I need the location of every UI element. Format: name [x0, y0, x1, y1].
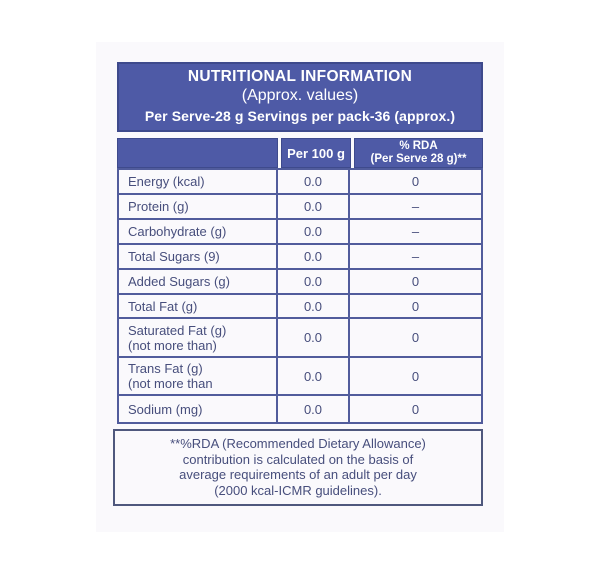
nutrient-name-cell: Total Fat (g)	[119, 295, 278, 319]
footnote-line: contribution is calculated on the basis of	[182, 451, 414, 467]
label-title: NUTRITIONAL INFORMATION	[187, 68, 413, 85]
rda-value-cell: –	[350, 220, 481, 245]
per-100g-value-cell: 0.0	[278, 245, 350, 270]
label-subtitle: (Approx. values)	[241, 87, 359, 104]
footnote-line: **%RDA (Recommended Dietary Allowance)	[170, 436, 426, 451]
per-100g-value-cell: 0.0	[278, 396, 350, 422]
nutrition-table	[117, 168, 483, 424]
rda-value-cell: –	[350, 245, 481, 270]
nutrient-name-cell: Added Sugars (g)	[119, 270, 278, 295]
column-header-rda	[354, 138, 483, 168]
column-header-nutrient	[117, 138, 278, 168]
column-header-rda-line1: % RDA	[399, 140, 438, 152]
column-header-per-100g: Per 100 g	[281, 138, 351, 168]
nutrition-label	[117, 62, 483, 506]
rda-value-cell: 0	[350, 295, 481, 319]
rda-footnote	[113, 429, 483, 506]
per-100g-value-cell: 0.0	[278, 195, 350, 220]
per-100g-value-cell: 0.0	[278, 319, 350, 358]
nutrient-name-cell: Total Sugars (9)	[119, 245, 278, 270]
rda-value-cell: 0	[411, 401, 420, 417]
per-100g-value-cell: 0.0	[278, 358, 350, 396]
rda-value-cell: 0	[350, 170, 481, 195]
rda-value-cell: 0	[350, 358, 481, 396]
column-header-row	[117, 138, 483, 168]
nutrient-name-cell: Carbohydrate (g)	[119, 220, 278, 245]
nutrient-name-cell: Saturated Fat (g) (not more than)	[119, 319, 278, 358]
nutrient-name-cell: Energy (kcal)	[119, 170, 278, 195]
rda-value-cell: –	[350, 195, 481, 220]
footnote-line: (2000 kcal-ICMR guidelines).	[214, 482, 382, 498]
per-100g-value-cell: 0.0	[278, 270, 350, 295]
nutrient-name-cell: Protein (g)	[119, 195, 278, 220]
label-header-band	[117, 62, 483, 132]
column-header-rda-line2: (Per Serve 28 g)**	[370, 153, 467, 165]
per-100g-value-cell: 0.0	[278, 220, 350, 245]
rda-value-cell: 0	[350, 270, 481, 295]
serving-info: Per Serve-28 g Servings per pack-36 (approx.)	[144, 108, 456, 124]
nutrient-name-cell: Trans Fat (g) (not more than	[119, 358, 278, 396]
footnote-line: average requirements of an adult per day	[179, 467, 417, 482]
per-100g-value-cell: 0.0	[278, 170, 350, 195]
nutrient-name-cell: Sodium (mg)	[119, 396, 278, 422]
rda-value-cell: 0	[350, 319, 481, 358]
per-100g-value-cell: 0.0	[278, 295, 350, 319]
